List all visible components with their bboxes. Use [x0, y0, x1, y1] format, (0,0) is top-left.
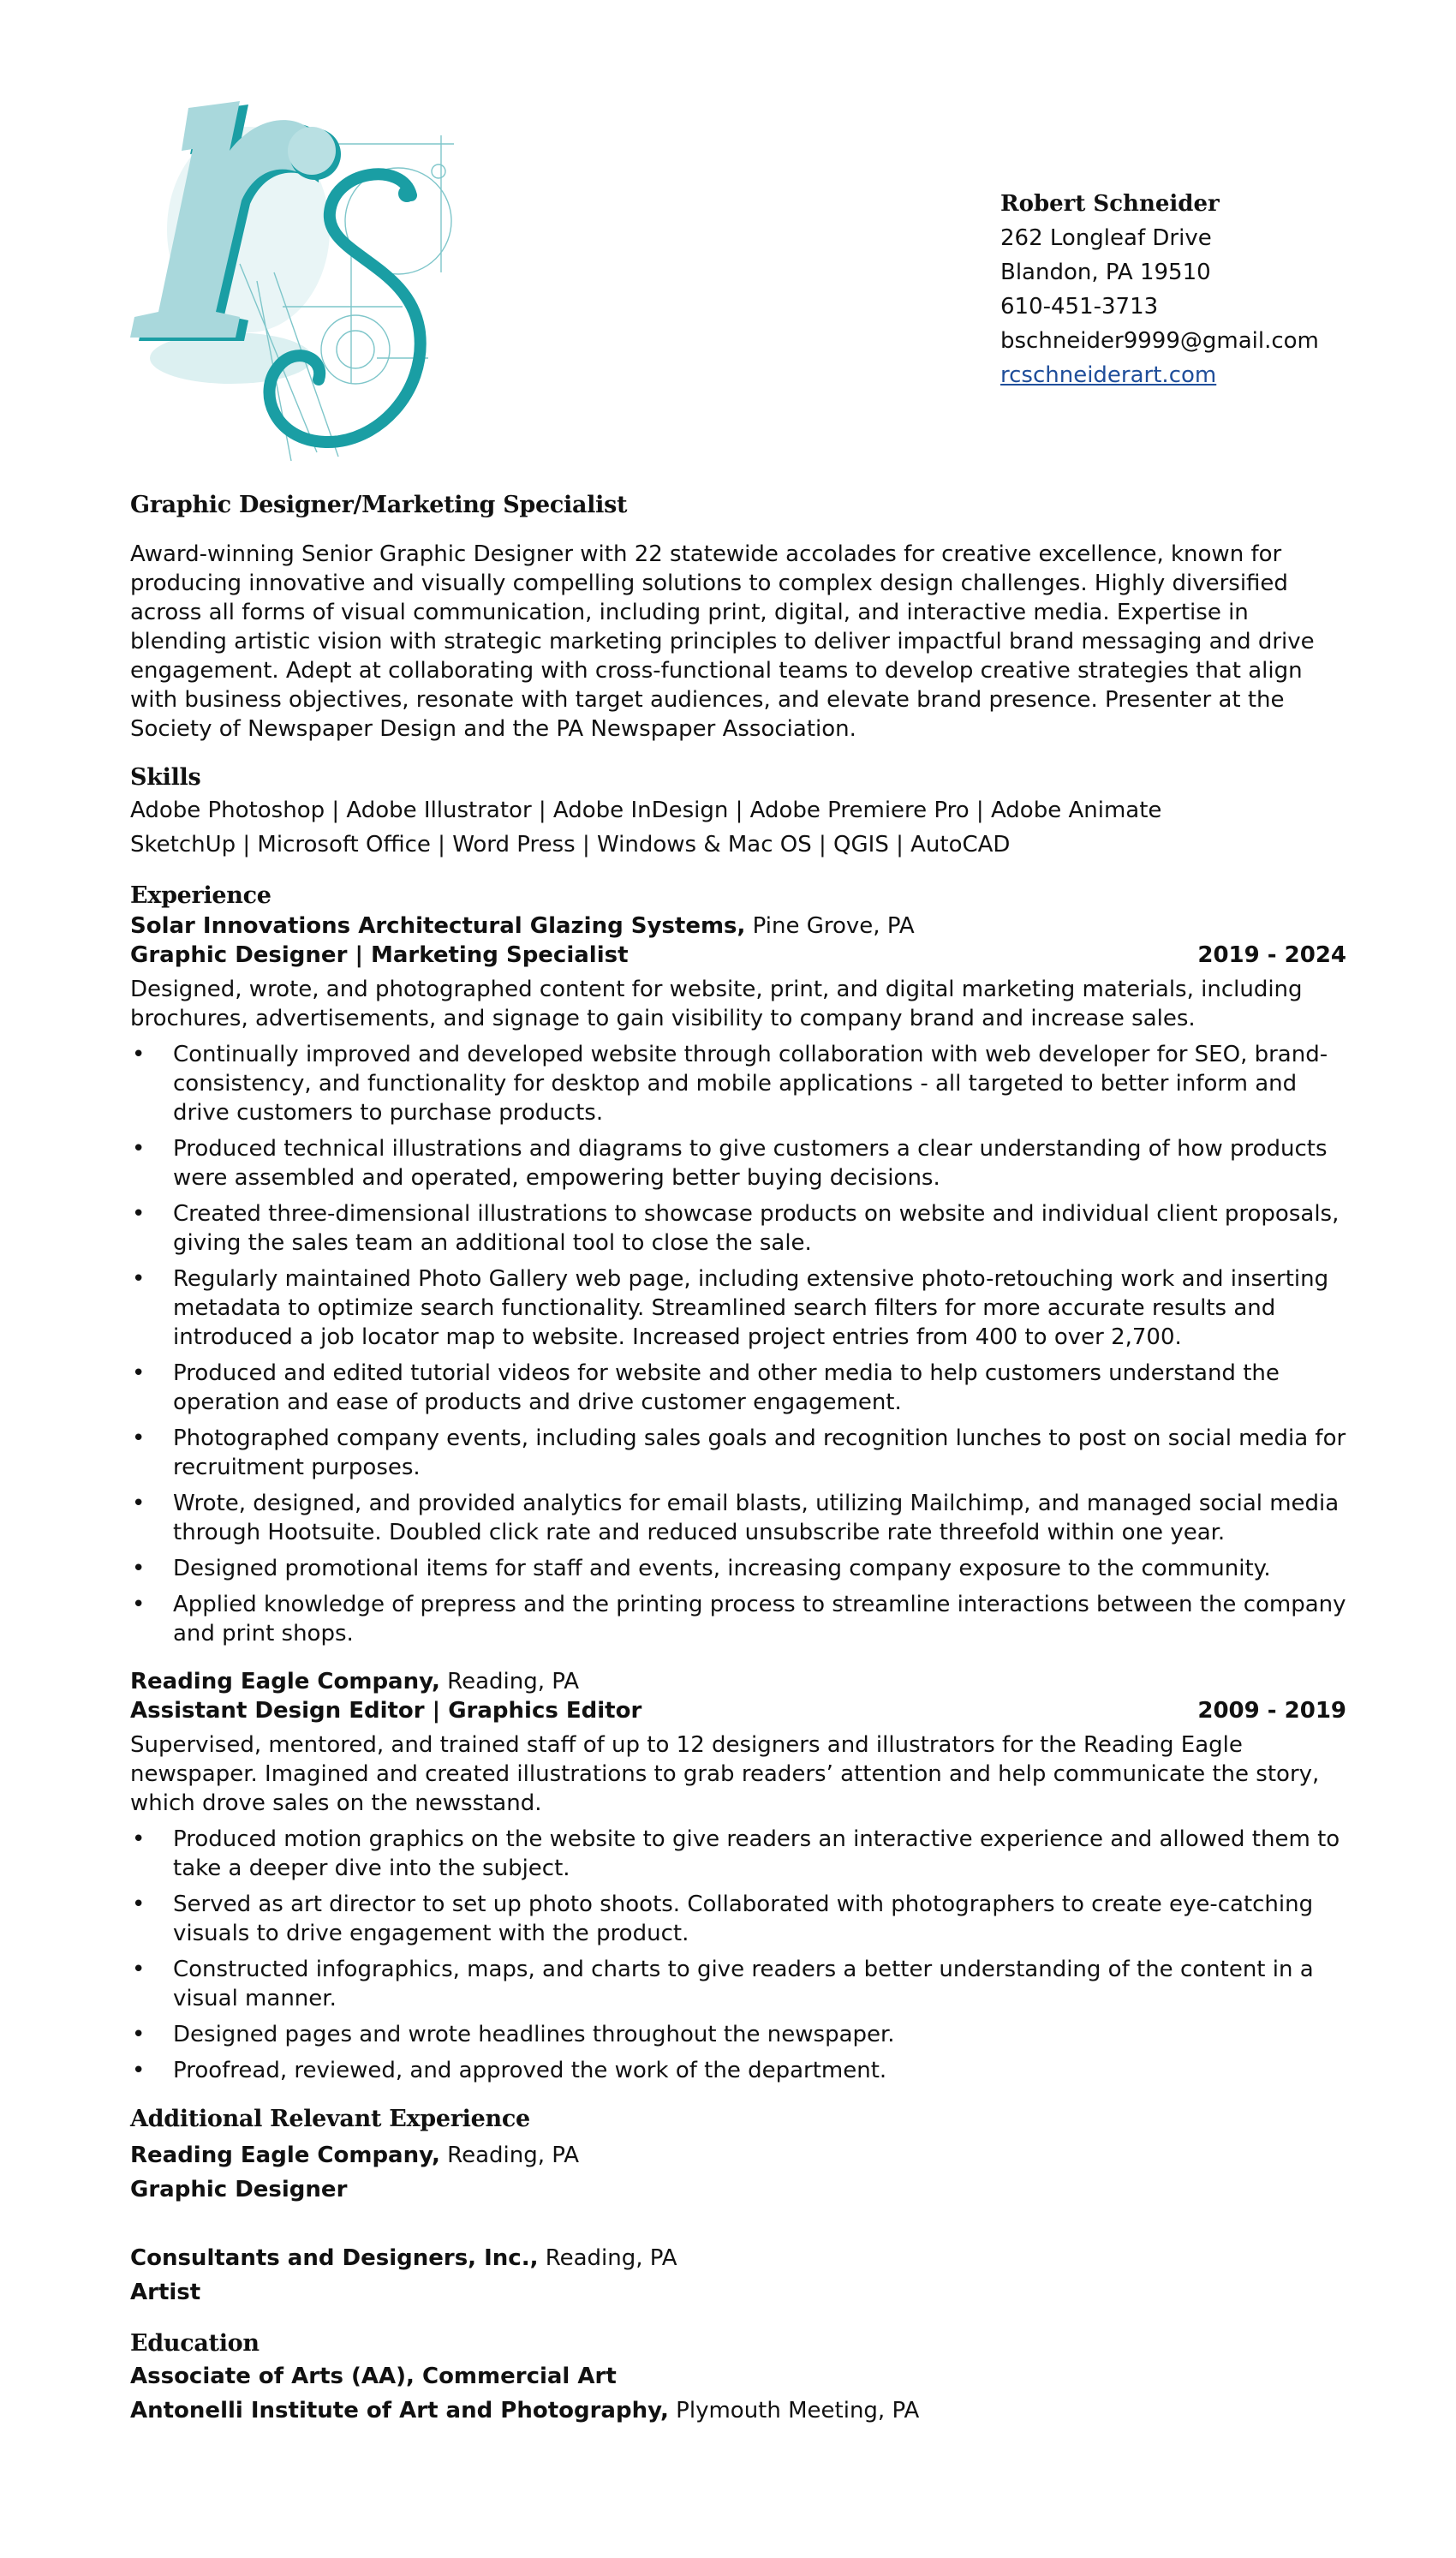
job-entry — [130, 911, 1346, 1648]
company-location: Reading, PA — [439, 2143, 580, 2168]
list-item: • Produced motion graphics on the website to give readers an interactive experience and allowed them to take a deeper dive into the subject. — [130, 1825, 1346, 1883]
job-role: Assistant Design Editor | Graphics Editor — [130, 1698, 642, 1724]
job-role: Artist — [130, 2280, 201, 2305]
company-name: Consultants and Designers, Inc., — [130, 2245, 539, 2271]
list-item: • Continually improved and developed website through collaboration with web developer for SEO, brand-consistency, and functionality for desktop and mobile applications - all targeted to better inform and drive customers to purchase products. — [130, 1040, 1346, 1127]
list-item: • Served as art director to set up photo shoots. Collaborated with photographers to create eye-catching visuals to drive engagement with the product. — [130, 1890, 1346, 1948]
contact-name: Robert Schneider — [1000, 191, 1220, 217]
website-link[interactable]: rcschneiderart.com — [1000, 362, 1217, 388]
list-item: • Created three-dimensional illustrations to showcase products on website and individual client proposals, giving the sales team an additional tool to close the sale. — [130, 1199, 1346, 1258]
summary-paragraph: Award-winning Senior Graphic Designer with 22 statewide accolades for creative excellence, known for producing innovative and visually compelling solutions to complex design challenges. Highly diversified across all forms of visual communication, including print, digital, and interactive media. Expertise in blending artistic vision with strategic marketing principles to deliver impactful brand messaging and drive engagement. Adept at collaborating with cross-functional teams to develop creative strategies that align with business objectives, resonate with target audiences, and elevate brand presence. Presenter at the Society of Newspaper Design and the PA Newspaper Association. — [130, 541, 1315, 742]
contact-street: 262 Longleaf Drive — [1000, 225, 1212, 251]
list-item: • Wrote, designed, and provided analytics for email blasts, utilizing Mailchimp, and managed social media through Hootsuite. Doubled click rate and reduced unsubscribe rate threefold within one year. — [130, 1489, 1346, 1547]
job-dates: 2009 - 2019 — [1197, 1698, 1346, 1724]
list-item: • Photographed company events, including sales goals and recognition lunches to post on social media for recruitment purposes. — [130, 1424, 1346, 1482]
company-location: Reading, PA — [439, 1669, 580, 1694]
job-role: Graphic Designer | Marketing Specialist — [130, 942, 629, 968]
list-item: • Produced technical illustrations and diagrams to give customers a clear understanding of how products were assembled and operated, empowering better buying decisions. — [130, 1134, 1346, 1192]
company-name: Reading Eagle Company, — [130, 1669, 440, 1694]
job-entry — [130, 1667, 1346, 2085]
company-name: Reading Eagle Company, — [130, 2143, 440, 2168]
contact-block — [1000, 187, 1319, 392]
job-bullet-list — [130, 1040, 1346, 1648]
rs-monogram-logo — [120, 101, 480, 461]
list-item: • Regularly maintained Photo Gallery web page, including extensive photo-retouching work and inserting metadata to optimize search functionality. Streamlined search filters for more accurate results and introduced a job locator map to website. Increased project entries from 400 to over 2,700. — [130, 1264, 1346, 1352]
list-item: • Designed pages and wrote headlines throughout the newspaper. — [130, 2020, 1346, 2049]
contact-phone: 610-451-3713 — [1000, 294, 1159, 320]
skills-line-2: SketchUp | Microsoft Office | Word Press | Windows & Mac OS | QGIS | AutoCAD — [130, 832, 1011, 858]
additional-experience-heading: Additional Relevant Experience — [130, 2106, 530, 2132]
skills-line-1: Adobe Photoshop | Adobe Illustrator | Adobe InDesign | Adobe Premiere Pro | Adobe Animate — [130, 798, 1162, 823]
resume-content — [130, 490, 1346, 2428]
company-location: Pine Grove, PA — [745, 913, 915, 939]
company-location: Reading, PA — [538, 2245, 677, 2271]
job-bullet-list — [130, 1825, 1346, 2085]
list-item: • Proofread, reviewed, and approved the work of the department. — [130, 2056, 1346, 2085]
job-summary: Supervised, mentored, and trained staff of up to 12 designers and illustrators for the Reading Eagle newspaper. Imagined and created illustrations to grab readers’ attention and help communicate the story, which drove sales on the newsstand. — [130, 1732, 1320, 1816]
list-item: • Constructed infographics, maps, and charts to give readers a better understanding of the content in a visual manner. — [130, 1955, 1346, 2013]
education-heading: Education — [130, 2330, 260, 2357]
skills-heading: Skills — [130, 764, 201, 791]
degree: Associate of Arts (AA), Commercial Art — [130, 2364, 617, 2389]
job-dates: 2019 - 2024 — [1197, 942, 1346, 968]
contact-city: Blandon, PA 19510 — [1000, 260, 1211, 285]
job-summary: Designed, wrote, and photographed content for website, print, and digital marketing materials, including brochures, advertisements, and signage to gain visibility to company brand and increase sales. — [130, 977, 1303, 1031]
contact-email: bschneider9999@gmail.com — [1000, 328, 1319, 354]
company-name: Solar Innovations Architectural Glazing Systems, — [130, 913, 746, 939]
list-item: • Produced and edited tutorial videos for website and other media to help customers understand the operation and ease of products and drive customer engagement. — [130, 1359, 1346, 1417]
school-name: Antonelli Institute of Art and Photography, — [130, 2398, 669, 2424]
school-location: Plymouth Meeting, PA — [668, 2398, 920, 2424]
job-title-heading: Graphic Designer/Marketing Specialist — [130, 492, 628, 518]
experience-heading: Experience — [130, 882, 272, 909]
list-item: • Applied knowledge of prepress and the printing process to streamline interactions between the company and print shops. — [130, 1590, 1346, 1648]
list-item: • Designed promotional items for staff and events, increasing company exposure to the community. — [130, 1554, 1346, 1583]
job-role: Graphic Designer — [130, 2177, 348, 2202]
